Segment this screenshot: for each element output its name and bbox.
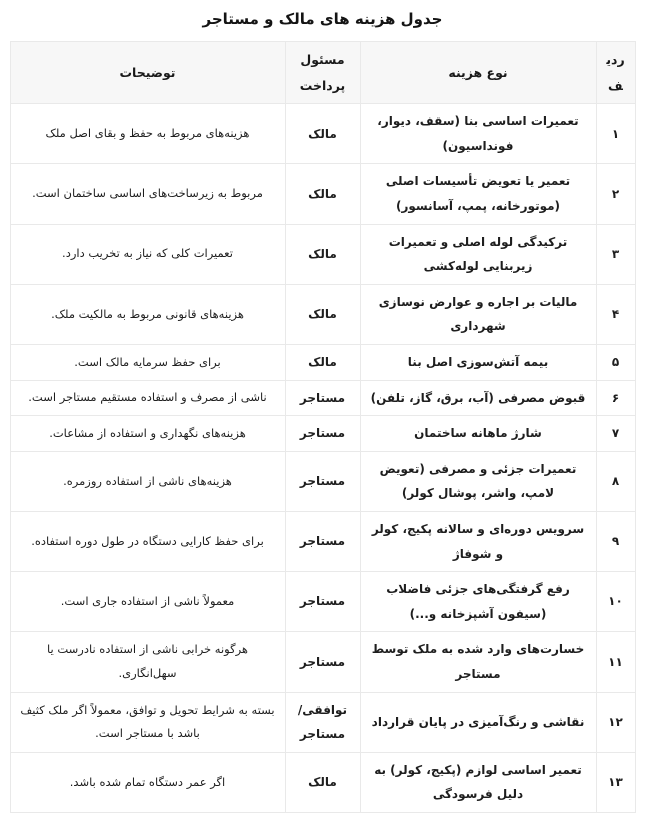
table-row — [10, 380, 635, 416]
table-row — [10, 511, 635, 571]
notes-cell: بسته به شرایط تحویل و توافق، معمولاً اگر ملک کثیف باشد با مستاجر است. — [10, 692, 285, 752]
row-number-cell: ۱۳ — [596, 752, 635, 812]
notes-cell: ناشی از مصرف و استفاده مستقیم مستاجر است. — [10, 380, 285, 416]
payer-cell: مستاجر — [285, 511, 360, 571]
notes-cell: برای حفظ کارایی دستگاه در طول دوره استفاده. — [10, 511, 285, 571]
row-number-cell: ۹ — [596, 511, 635, 571]
payer-cell: مستاجر — [285, 572, 360, 632]
payer-cell: مستاجر — [285, 632, 360, 692]
expense-type-cell: بیمه آتش‌سوزی اصل بنا — [360, 345, 596, 381]
table-header — [10, 42, 635, 104]
notes-cell: هزینه‌های قانونی مربوط به مالکیت ملک. — [10, 284, 285, 344]
header-row-number: ردیف — [596, 42, 635, 104]
payer-cell: مالک — [285, 284, 360, 344]
payer-cell: مالک — [285, 104, 360, 164]
table-row — [10, 104, 635, 164]
row-number-cell: ۱۱ — [596, 632, 635, 692]
row-number-cell: ۴ — [596, 284, 635, 344]
table-body — [10, 104, 635, 813]
table-row — [10, 451, 635, 511]
payer-cell: مستاجر — [285, 451, 360, 511]
row-number-cell: ۳ — [596, 224, 635, 284]
expense-type-cell: ترکیدگی لوله اصلی و تعمیرات زیربنایی لوله‌کشی — [360, 224, 596, 284]
payer-cell: مالک — [285, 345, 360, 381]
payer-cell: مستاجر — [285, 416, 360, 452]
header-notes: توضیحات — [10, 42, 285, 104]
table-row — [10, 572, 635, 632]
notes-cell: معمولاً ناشی از استفاده جاری است. — [10, 572, 285, 632]
notes-cell: اگر عمر دستگاه تمام شده باشد. — [10, 752, 285, 812]
header-row — [10, 42, 635, 104]
row-number-cell: ۵ — [596, 345, 635, 381]
payer-cell: مالک — [285, 224, 360, 284]
expense-type-cell: تعمیر یا تعویض تأسیسات اصلی (موتورخانه، پمپ، آسانسور) — [360, 164, 596, 224]
payer-cell: مالک — [285, 164, 360, 224]
table-row — [10, 345, 635, 381]
row-number-cell: ۶ — [596, 380, 635, 416]
notes-cell: مربوط به زیرساخت‌های اساسی ساختمان است. — [10, 164, 285, 224]
notes-cell: برای حفظ سرمایه مالک است. — [10, 345, 285, 381]
payer-cell: مستاجر — [285, 380, 360, 416]
notes-cell: تعمیرات کلی که نیاز به تخریب دارد. — [10, 224, 285, 284]
notes-cell: هرگونه خرابی ناشی از استفاده نادرست یا سهل‌انگاری. — [10, 632, 285, 692]
row-number-cell: ۲ — [596, 164, 635, 224]
table-row — [10, 692, 635, 752]
header-expense-type: نوع هزینه — [360, 42, 596, 104]
expense-type-cell: تعمیر اساسی لوازم (پکیج، کولر) به دلیل فرسودگی — [360, 752, 596, 812]
row-number-cell: ۱ — [596, 104, 635, 164]
expense-type-cell: نقاشی و رنگ‌آمیزی در پایان قرارداد — [360, 692, 596, 752]
expenses-table — [10, 41, 636, 813]
page-title: جدول هزینه های مالک و مستاجر — [202, 10, 443, 28]
expense-type-cell: خسارت‌های وارد شده به ملک توسط مستاجر — [360, 632, 596, 692]
row-number-cell: ۸ — [596, 451, 635, 511]
row-number-cell: ۷ — [596, 416, 635, 452]
expense-type-cell: تعمیرات جزئی و مصرفی (تعویض لامپ، واشر، پوشال کولر) — [360, 451, 596, 511]
notes-cell: هزینه‌های مربوط به حفظ و بقای اصل ملک — [10, 104, 285, 164]
table-row — [10, 752, 635, 812]
table-row — [10, 284, 635, 344]
table-row — [10, 632, 635, 692]
header-payer: مسئول پرداخت — [285, 42, 360, 104]
expense-type-cell: مالیات بر اجاره و عوارض نوسازی شهرداری — [360, 284, 596, 344]
table-row — [10, 416, 635, 452]
notes-cell: هزینه‌های نگهداری و استفاده از مشاعات. — [10, 416, 285, 452]
table-row — [10, 164, 635, 224]
row-number-cell: ۱۰ — [596, 572, 635, 632]
payer-cell: توافقی/ مستاجر — [285, 692, 360, 752]
notes-cell: هزینه‌های ناشی از استفاده روزمره. — [10, 451, 285, 511]
expense-type-cell: سرویس دوره‌ای و سالانه پکیج، کولر و شوفاژ — [360, 511, 596, 571]
expense-type-cell: تعمیرات اساسی بنا (سقف، دیوار، فونداسیون) — [360, 104, 596, 164]
expense-type-cell: قبوض مصرفی (آب، برق، گاز، تلفن) — [360, 380, 596, 416]
table-row — [10, 224, 635, 284]
expense-type-cell: رفع گرفتگی‌های جزئی فاضلاب (سیفون آشپزخانه و...) — [360, 572, 596, 632]
expense-type-cell: شارژ ماهانه ساختمان — [360, 416, 596, 452]
row-number-cell: ۱۲ — [596, 692, 635, 752]
payer-cell: مالک — [285, 752, 360, 812]
